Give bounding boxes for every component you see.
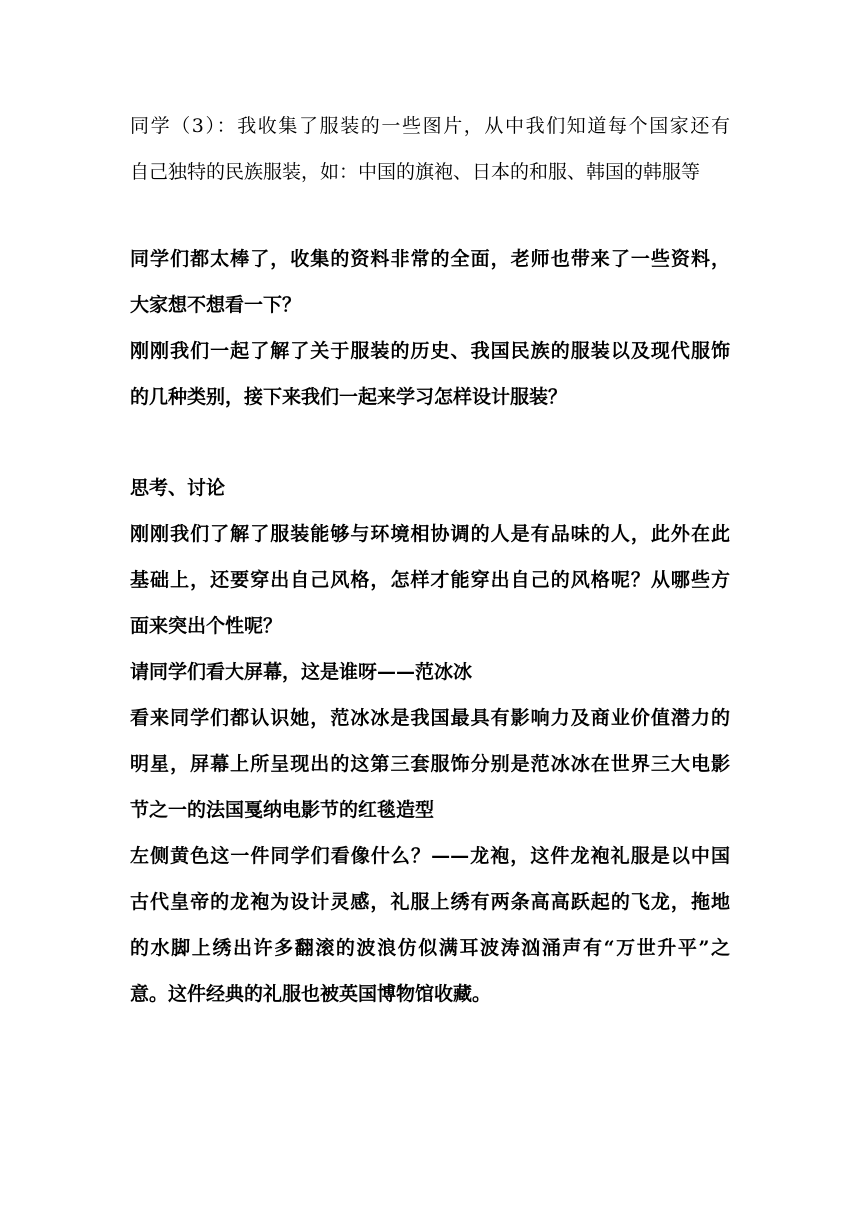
text-line: 同学（3）：我收集了服装的一些图片，从中我们知道每个国家还有 [130, 115, 730, 137]
text-line: 的几种类别，接下来我们一起来学习怎样设计服装？ [130, 386, 568, 408]
paragraph-transition [130, 328, 730, 420]
text-line: 明星，屏幕上所呈现出的这第三套服饰分别是范冰冰在世界三大电影 [130, 753, 730, 775]
text-line: 古代皇帝的龙袍为设计灵感，礼服上绣有两条高高跃起的飞龙，拖地 [130, 891, 730, 913]
paragraph-student-3 [130, 103, 730, 195]
text-line: 思考、讨论 [130, 477, 226, 499]
text-line: 请同学们看大屏幕，这是谁呀——范冰冰 [130, 661, 473, 683]
text-line: 大家想不想看一下？ [130, 294, 302, 316]
paragraph-teacher-materials [130, 236, 730, 328]
text-line: 同学们都太棒了，收集的资料非常的全面，老师也带来了一些资料， [130, 248, 730, 270]
text-line: 刚刚我们一起了解了关于服装的历史、我国民族的服装以及现代服饰 [130, 340, 730, 362]
paragraph-fan-bingbing [130, 695, 730, 833]
text-line: 刚刚我们了解了服装能够与环境相协调的人是有品味的人，此外在此 [130, 523, 730, 545]
text-line: 左侧黄色这一件同学们看像什么？——龙袍，这件龙袍礼服是以中国 [130, 845, 730, 867]
section-heading-think-discuss [130, 465, 730, 511]
text-line: 意。这件经典的礼服也被英国博物馆收藏。 [130, 983, 492, 1005]
text-line: 基础上，还要穿出自己风格，怎样才能穿出自己的风格呢？从哪些方 [130, 569, 730, 591]
paragraph-big-screen [130, 649, 730, 695]
text-line: 自己独特的民族服装，如：中国的旗袍、日本的和服、韩国的韩服等 [130, 161, 701, 183]
text-line: 的水脚上绣出许多翻滚的波浪仿似满耳波涛汹涌声有“万世升平”之 [130, 937, 730, 959]
text-line: 看来同学们都认识她，范冰冰是我国最具有影响力及商业价值潜力的 [130, 707, 730, 729]
text-line: 节之一的法国戛纳电影节的红毯造型 [130, 799, 435, 821]
text-line: 面来突出个性呢？ [130, 615, 283, 637]
paragraph-dragon-robe [130, 833, 730, 1017]
paragraph-personal-style [130, 511, 730, 649]
